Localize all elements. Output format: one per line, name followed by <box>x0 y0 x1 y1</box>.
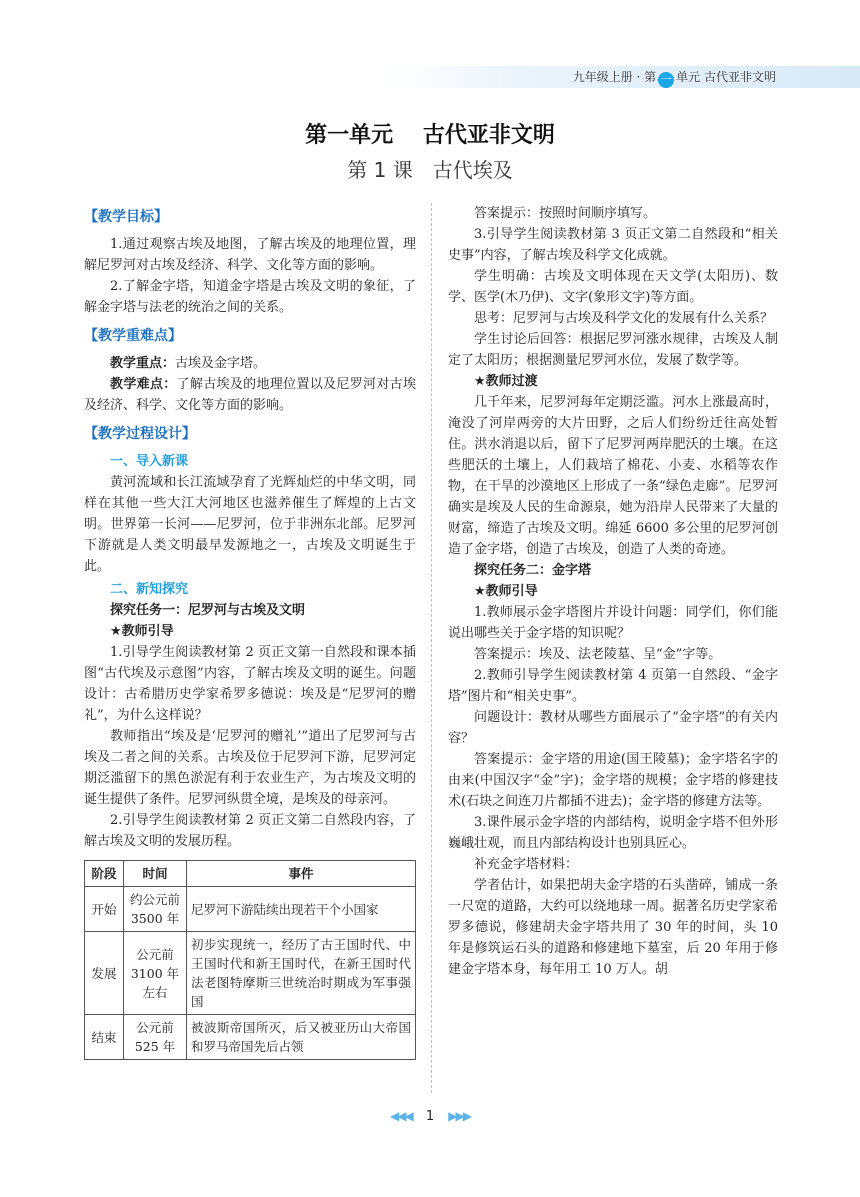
lesson-title: 第 1 课 古代埃及 <box>347 158 513 182</box>
think-question: 思考：尼罗河与古埃及科学文化的发展有什么关系？ <box>474 311 774 326</box>
answer-hint-2: 答案提示：埃及、法老陵墓、呈“金”字等。 <box>474 647 722 662</box>
cell-stage: 结束 <box>85 1015 124 1060</box>
unit-title: 第一单元 古代亚非文明 <box>305 123 555 148</box>
cell-stage: 开始 <box>85 887 124 932</box>
development-table <box>84 860 416 1060</box>
task1-para-3: 2.引导学生阅读教材第 2 页正文第二自然段内容，了解古埃及文明的发展历程。 <box>84 813 416 849</box>
task-1-heading: 探究任务一：尼罗河与古埃及文明 <box>110 603 306 618</box>
section-heading-goals: 【教学目标】 <box>84 209 168 225</box>
task1-para-1: 1.引导学生阅读教材第 2 页正文第一自然段和课本插图“古代埃及示意图”内容，了解古埃及文明的诞生。问题设计：古希腊历史学家希罗多德说：埃及是“尼罗河的赠礼”，为什么这样说？ <box>84 645 416 723</box>
cell-event: 尼罗河下游陆续出现若干个小国家 <box>187 887 416 932</box>
task-2-heading: 探究任务二：金字塔 <box>474 563 592 578</box>
page-number: 1 <box>425 1109 435 1124</box>
header-prefix: 九年级上册 · 第 <box>572 70 657 84</box>
teacher-guide-1: ★教师引导 <box>110 624 174 639</box>
running-header <box>573 68 776 88</box>
goal-2: 2.了解金字塔，知道金字塔是古埃及文明的象征，了解金字塔与法老的统治之间的关系。 <box>84 279 416 315</box>
table-header-stage: 阶段 <box>85 861 124 887</box>
table-row <box>85 1015 416 1060</box>
page-footer <box>0 1109 860 1124</box>
table-header-time: 时间 <box>124 861 187 887</box>
key-point: 教学重点：古埃及金字塔。 <box>110 356 267 371</box>
left-column <box>84 203 416 1060</box>
supplement-paragraph: 学者估计，如果把胡夫金字塔的石头凿碎，铺成一条一尺宽的道路，大约可以绕地球一周。据著名历史学家希罗多德说，修建胡夫金字塔共用了 30 年的时间，头 10 年是修筑运石头的道路和修建地下墓室，后 20 年用于修建金字塔本身，每年用工 10 万人。胡 <box>448 878 778 977</box>
pyramid-step-1: 1.教师展示金字塔图片并设计问题：同学们，你们能说出哪些关于金字塔的知识呢？ <box>448 605 778 641</box>
column-divider <box>431 203 432 1093</box>
right-column <box>448 203 778 980</box>
answer-hint-1: 答案提示：按照时间顺序填写。 <box>474 206 657 221</box>
cell-time: 公元前525 年 <box>124 1015 187 1060</box>
difficult-point: 教学难点：了解古埃及的地理位置以及尼罗河对古埃及经济、科学、文化等方面的影响。 <box>84 377 416 413</box>
question-design: 问题设计：教材从哪些方面展示了“金字塔”的有关内容？ <box>448 710 778 746</box>
prev-arrows-icon: ◀◀◀ <box>390 1109 412 1123</box>
table-header-event: 事件 <box>187 861 416 887</box>
student-answer: 学生讨论后回答：根据尼罗河涨水规律，古埃及人制定了太阳历；根据测量尼罗河水位，发展了数学等。 <box>448 332 778 368</box>
answer-hint-3: 答案提示：金字塔的用途(国王陵墓)；金字塔名字的由来(中国汉字“金”字)；金字塔的规模；金字塔的修建技术(石块之间连刀片都插不进去)；金字塔的修建方法等。 <box>448 752 778 809</box>
header-suffix: 单元 古代亚非文明 <box>676 70 776 84</box>
section-heading-key: 【教学重难点】 <box>84 328 182 344</box>
transition-paragraph: 几千年来，尼罗河每年定期泛滥。河水上涨最高时，淹没了河岸两旁的大片田野，之后人们纷纷迁往高处暂住。洪水消退以后，留下了尼罗河两岸肥沃的土壤。在这些肥沃的土壤上，人们栽培了棉花、小麦、水稻等农作物，在干旱的沙漠地区上形成了一条“绿色走廊”。尼罗河确实是埃及人民的生命源泉，她为沿岸人民带来了大量的财富，缔造了古埃及文明。绵延 6600 多公里的尼罗河创造了金字塔，创造了古埃及，创造了人类的奇迹。 <box>448 395 778 557</box>
intro-paragraph: 黄河流域和长江流域孕育了光辉灿烂的中华文明，同样在其他一些大江大河地区也滋养催生了辉煌的上古文明。世界第一长河——尼罗河，位于非洲东北部。尼罗河下游就是人类文明最早发源地之一，古埃及文明诞生于此。 <box>84 475 416 574</box>
table-row <box>85 887 416 932</box>
step-3: 3.引导学生阅读教材第 3 页正文第二自然段和“相关史事”内容，了解古埃及科学文化成就。 <box>448 227 778 263</box>
task1-para-2: 教师指出“埃及是‘尼罗河的赠礼’”道出了尼罗河与古埃及二者之间的关系。古埃及位于尼罗河下游，尼罗河定期泛滥留下的黑色淤泥有利于农业生产，为古埃及文明的诞生提供了条件。尼罗河纵贯全境，是埃及的母亲河。 <box>84 729 416 807</box>
pyramid-step-3: 3.课件展示金字塔的内部结构，说明金字塔不但外形巍峨壮观，而且内部结构设计也别具匠心。 <box>448 815 778 851</box>
section-heading-process: 【教学过程设计】 <box>84 426 196 442</box>
cell-time: 约公元前3500 年 <box>124 887 187 932</box>
goal-1: 1.通过观察古埃及地图，了解古埃及的地理位置，理解尼罗河对古埃及经济、科学、文化等方面的影响。 <box>84 237 416 273</box>
unit-number-badge: 一 <box>658 72 674 88</box>
teacher-guide-2: ★教师引导 <box>474 584 538 599</box>
subheading-intro: 一、导入新课 <box>110 454 189 469</box>
teacher-transition: ★教师过渡 <box>474 374 538 389</box>
cell-event: 初步实现统一，经历了古王国时代、中王国时代和新王国时代，在新王国时代法老图特摩斯三世统治时期成为军事强国 <box>187 932 416 1015</box>
supplement-label: 补充金字塔材料： <box>474 857 579 872</box>
cell-stage: 发展 <box>85 932 124 1015</box>
cell-time: 公元前3100 年左右 <box>124 932 187 1015</box>
cell-event: 被波斯帝国所灭，后又被亚历山大帝国和罗马帝国先后占领 <box>187 1015 416 1060</box>
student-clarify: 学生明确：古埃及文明体现在天文学(太阳历)、数学、医学(木乃伊)、文字(象形文字)等方面。 <box>448 269 778 305</box>
next-arrows-icon: ▶▶▶ <box>448 1109 470 1123</box>
table-header-row <box>85 861 416 887</box>
table-row <box>85 932 416 1015</box>
pyramid-step-2: 2.教师引导学生阅读教材第 4 页第一自然段、“金字塔”图片和“相关史事”。 <box>448 668 778 704</box>
subheading-new-knowledge: 二、新知探究 <box>110 582 189 597</box>
